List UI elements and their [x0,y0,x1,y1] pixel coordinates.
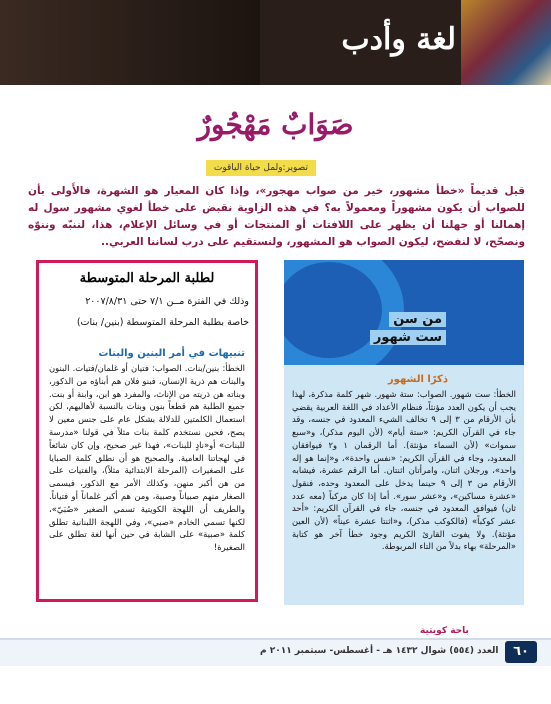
sidebar-subtitle: ذكرًا الشهور [387,374,448,385]
frame-line-1: وذلك في الفترة مــن ٧/١ حتى ٢٠٠٧/٨/٣١ [85,296,249,307]
sidebar-body: الخطأ: ست شهور. الصواب: ستة شهور. شهر كلمة مذكرة، لهذا يجب أن يكون العدد مؤنثاً، فنظام الأعداد في اللغة العربية يقضي بأن الأرقام من ٣ إلى ٩ تخالف الشيء المعدود في جنسه، وقد جاء في القرآن الكريم: «ستة أيام» (لأن اليوم مذكر)، و«سبع سموات» (لأن السماء مؤنثة). أما الرقمان ١ و٢ فيوافقان المعدود، وجاء في القرآن الكريم: «نفس واحدة»، و«إنما هو إله واحد»، ورجلان اثنان، وامرأتان اثنتان. أما الرقم عشرة، فيشابه الأرقام من ٣ إلى ٩ حينما يدخل على المعدود وحده، فنقول «عشرة مساكين»، و«عشر سور». أما إذا كان مركباً (معه عدد ثان) فيوافق المعدود في جنسه، جاء في القرآن الكريم: «أحد عشر كوكباً» (فالكوكب مذكر)، و«اثنتا عشرة عيناً» (لأن العين مؤنثة). ولا يفوت القارئ الكريم وجود خطأ آخر هو كتابة «المرحلة» بهاء بدلاً من التاء المربوطة. [292,389,517,552]
photo-credit: تصوير:ولمل حياة الياقوت [206,160,316,176]
page-footer [0,638,551,666]
promo-image [284,260,524,365]
page-number: ٦٠ [505,641,537,663]
section-header [0,0,551,85]
promo-line-2: ست شهور [370,330,446,345]
article-title: صَوَابٌ مَهْجُورٌ [197,108,354,141]
promo-ring [284,260,404,365]
framed-sign-box [36,260,258,602]
section-title: لغة وأدب [341,22,456,57]
article-intro: قيل قديماً «خطأ مشهور، خير من صواب مهجور»، وإذا كان المعيار هو الشهرة، فالأَولى بأن للصواب أن يكون مشهوراً ومعمولاً به؟ في هذه الزاوية نقبض على خطأ لغوي مشهور سول له إهمالنا أو جهلنا أن يظهر على اللافتات أو المنتجات أو في وسائل الإعلام، هذا، لننبّه وننوّه ونصحّح، لا لنفضح، ليكون الصواب هو المشهور، ولنستقيم على درب لساننا العربي.. [28,185,525,248]
issue-info: العدد (٥٥٤) شوال ١٤٣٢ هـ - أغسطس- سبتمبر ٢٠١١ م [260,646,499,656]
frame-body: الخطأ: بنين/بنات. الصواب: فتيان أو غلمان/فتيات. البنون والبنات هم ذرية الإنسان، فبنو فلان هم أبناؤه من الذكور، وبناته هن ذريته من الإناث، والمفرد هو ابن، وابنة أو بنت. جميع الطلبة هم قطعاً بنون وبنات بالنسبة لأهاليهم، لكن استعمال الكلمتين للدلالة بشكل عام على جنس معين لا يصح، فحين نستخدم كلمة بنات مثلاً في قولنا «مدرسة للبنات» أو«نادٍ للبنات»، فهذا غير صحيح، وإن كان شائعاً في لهجاتنا العامية. والصحيح هو أن نطلق كلمة الصبايا على الصغيرات (المرحلة الابتدائية مثلاً)، والفتيات على من هن أكبر منهن، وكذلك الأمر مع الذكور، فيسمى الصغار منهم صبياناً وصبية، ومن هم أكبر غلماناً أو فتياناً. والطريف أن اللهجة الكويتية تسمي الصغير «صُبَيّ»، لكنها تسمي الخادم «صبي»، وفي اللهجة اللبنانية تطلق كلمة «صبية» على الشابة في حين أنها لغة تطلق على الصغيرة! [49,363,245,553]
frame-line-2: خاصة بطلبة المرحلة المتوسطة (بنين/ بنات) [76,317,249,328]
frame-section-title: تنبيهات في أمر البنين والبنات [98,348,245,359]
header-decoration [0,0,260,85]
sidebar-box [284,260,524,605]
promo-line-1: من سن [389,312,446,327]
frame-heading: لطلبة المرحلة المتوسطة [79,271,215,286]
books-illustration [461,0,551,85]
section-tag: باحة كويتية [420,626,469,636]
